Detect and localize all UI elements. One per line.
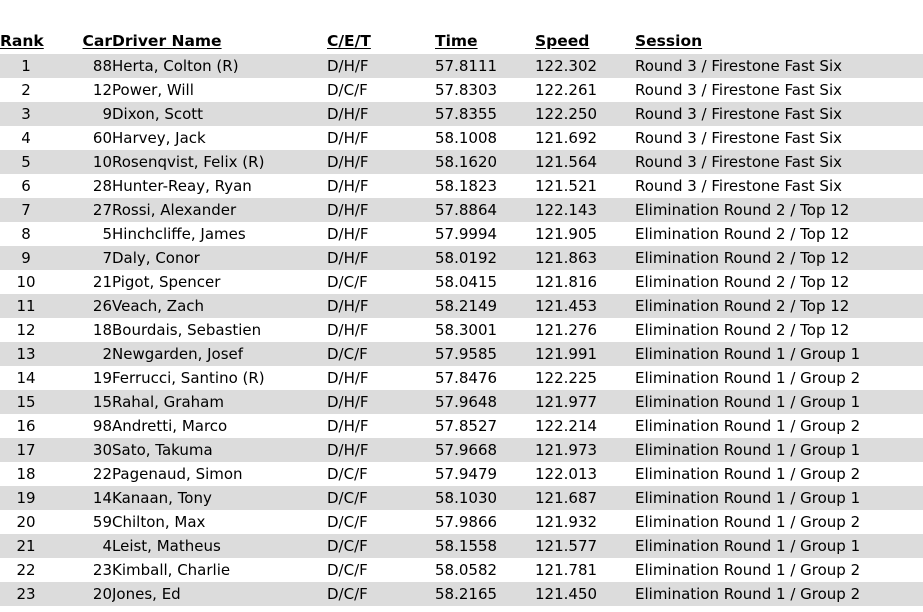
cell-session: Round 3 / Firestone Fast Six (635, 126, 923, 150)
table-row (0, 534, 923, 558)
cell-session: Elimination Round 2 / Top 12 (635, 318, 923, 342)
cell-driver-name: Power, Will (112, 78, 327, 102)
cell-cet: D/H/F (327, 390, 435, 414)
cell-session: Elimination Round 2 / Top 12 (635, 294, 923, 318)
table-row (0, 414, 923, 438)
cell-cet: D/H/F (327, 438, 435, 462)
cell-speed: 122.143 (535, 198, 635, 222)
table-row (0, 318, 923, 342)
table-row (0, 342, 923, 366)
cell-driver-name: Ferrucci, Santino (R) (112, 366, 327, 390)
cell-car: 19 (52, 366, 112, 390)
cell-car: 9 (52, 102, 112, 126)
cell-cet: D/C/F (327, 486, 435, 510)
table-row (0, 510, 923, 534)
cell-cet: D/C/F (327, 342, 435, 366)
cell-cet: D/C/F (327, 510, 435, 534)
cell-speed: 121.276 (535, 318, 635, 342)
column-header-session: Session (635, 32, 703, 50)
table-row (0, 222, 923, 246)
cell-driver-name: Chilton, Max (112, 510, 327, 534)
cell-driver-name: Rahal, Graham (112, 390, 327, 414)
cell-time: 58.1823 (435, 174, 535, 198)
cell-rank: 21 (0, 534, 52, 558)
cell-car: 4 (52, 534, 112, 558)
cell-time: 57.8303 (435, 78, 535, 102)
table-row (0, 126, 923, 150)
cell-rank: 16 (0, 414, 52, 438)
cell-speed: 121.577 (535, 534, 635, 558)
cell-car: 98 (52, 414, 112, 438)
table-row (0, 54, 923, 78)
cell-cet: D/C/F (327, 78, 435, 102)
cell-driver-name: Veach, Zach (112, 294, 327, 318)
cell-driver-name: Pagenaud, Simon (112, 462, 327, 486)
table-row (0, 294, 923, 318)
cell-rank: 3 (0, 102, 52, 126)
cell-session: Elimination Round 1 / Group 1 (635, 390, 923, 414)
cell-speed: 122.250 (535, 102, 635, 126)
cell-speed: 122.214 (535, 414, 635, 438)
cell-car: 15 (52, 390, 112, 414)
cell-time: 57.8527 (435, 414, 535, 438)
cell-driver-name: Sato, Takuma (112, 438, 327, 462)
cell-time: 58.1030 (435, 486, 535, 510)
column-header-speed: Speed (535, 32, 590, 50)
cell-car: 26 (52, 294, 112, 318)
cell-session: Elimination Round 1 / Group 2 (635, 510, 923, 534)
cell-rank: 2 (0, 78, 52, 102)
cell-session: Round 3 / Firestone Fast Six (635, 150, 923, 174)
cell-cet: D/H/F (327, 174, 435, 198)
cell-session: Elimination Round 2 / Top 12 (635, 270, 923, 294)
cell-time: 57.9668 (435, 438, 535, 462)
cell-session: Elimination Round 1 / Group 1 (635, 486, 923, 510)
cell-driver-name: Kanaan, Tony (112, 486, 327, 510)
cell-car: 88 (52, 54, 112, 78)
cell-rank: 17 (0, 438, 52, 462)
cell-speed: 121.692 (535, 126, 635, 150)
cell-speed: 121.977 (535, 390, 635, 414)
cell-speed: 121.450 (535, 582, 635, 606)
cell-rank: 13 (0, 342, 52, 366)
table-row (0, 558, 923, 582)
cell-car: 2 (52, 342, 112, 366)
cell-car: 7 (52, 246, 112, 270)
cell-car: 21 (52, 270, 112, 294)
cell-rank: 18 (0, 462, 52, 486)
cell-car: 30 (52, 438, 112, 462)
cell-driver-name: Andretti, Marco (112, 414, 327, 438)
table-row (0, 462, 923, 486)
cell-time: 58.1558 (435, 534, 535, 558)
cell-cet: D/H/F (327, 414, 435, 438)
column-header-time: Time (435, 32, 478, 50)
table-row (0, 270, 923, 294)
cell-cet: D/H/F (327, 294, 435, 318)
cell-time: 57.9479 (435, 462, 535, 486)
cell-speed: 121.863 (535, 246, 635, 270)
table-row (0, 366, 923, 390)
cell-rank: 5 (0, 150, 52, 174)
cell-time: 58.1008 (435, 126, 535, 150)
cell-car: 22 (52, 462, 112, 486)
cell-cet: D/H/F (327, 366, 435, 390)
table-row (0, 438, 923, 462)
cell-rank: 4 (0, 126, 52, 150)
cell-time: 58.3001 (435, 318, 535, 342)
cell-car: 14 (52, 486, 112, 510)
cell-session: Elimination Round 2 / Top 12 (635, 222, 923, 246)
cell-time: 57.8111 (435, 54, 535, 78)
cell-session: Elimination Round 1 / Group 2 (635, 582, 923, 606)
qualifying-results-table (0, 28, 923, 606)
cell-time: 58.2149 (435, 294, 535, 318)
table-row (0, 582, 923, 606)
cell-driver-name: Rossi, Alexander (112, 198, 327, 222)
cell-rank: 1 (0, 54, 52, 78)
cell-rank: 20 (0, 510, 52, 534)
cell-session: Elimination Round 2 / Top 12 (635, 246, 923, 270)
cell-speed: 121.905 (535, 222, 635, 246)
cell-session: Round 3 / Firestone Fast Six (635, 102, 923, 126)
header-row (0, 28, 923, 54)
cell-rank: 22 (0, 558, 52, 582)
cell-driver-name: Jones, Ed (112, 582, 327, 606)
cell-session: Round 3 / Firestone Fast Six (635, 174, 923, 198)
cell-time: 58.0582 (435, 558, 535, 582)
table-row (0, 150, 923, 174)
cell-rank: 9 (0, 246, 52, 270)
cell-car: 20 (52, 582, 112, 606)
cell-speed: 122.013 (535, 462, 635, 486)
cell-cet: D/C/F (327, 270, 435, 294)
cell-driver-name: Kimball, Charlie (112, 558, 327, 582)
cell-cet: D/H/F (327, 102, 435, 126)
cell-cet: D/C/F (327, 558, 435, 582)
table-row (0, 198, 923, 222)
column-header-driver-name: Driver Name (112, 32, 222, 50)
cell-cet: D/H/F (327, 54, 435, 78)
cell-session: Elimination Round 1 / Group 2 (635, 462, 923, 486)
cell-time: 57.9648 (435, 390, 535, 414)
cell-car: 27 (52, 198, 112, 222)
cell-rank: 14 (0, 366, 52, 390)
cell-rank: 7 (0, 198, 52, 222)
cell-cet: D/H/F (327, 150, 435, 174)
cell-cet: D/C/F (327, 462, 435, 486)
cell-time: 58.1620 (435, 150, 535, 174)
cell-rank: 19 (0, 486, 52, 510)
column-header-car: Car (82, 32, 112, 50)
cell-session: Round 3 / Firestone Fast Six (635, 78, 923, 102)
cell-driver-name: Herta, Colton (R) (112, 54, 327, 78)
cell-time: 58.2165 (435, 582, 535, 606)
cell-cet: D/C/F (327, 582, 435, 606)
cell-speed: 121.521 (535, 174, 635, 198)
cell-car: 10 (52, 150, 112, 174)
cell-session: Elimination Round 2 / Top 12 (635, 198, 923, 222)
cell-session: Elimination Round 1 / Group 1 (635, 438, 923, 462)
cell-driver-name: Rosenqvist, Felix (R) (112, 150, 327, 174)
cell-cet: D/H/F (327, 126, 435, 150)
cell-cet: D/C/F (327, 534, 435, 558)
cell-time: 57.9994 (435, 222, 535, 246)
cell-speed: 121.687 (535, 486, 635, 510)
cell-session: Elimination Round 1 / Group 2 (635, 414, 923, 438)
cell-car: 59 (52, 510, 112, 534)
cell-time: 57.8355 (435, 102, 535, 126)
table-row (0, 486, 923, 510)
column-header-rank: Rank (0, 32, 44, 50)
table-row (0, 174, 923, 198)
cell-driver-name: Daly, Conor (112, 246, 327, 270)
cell-speed: 121.453 (535, 294, 635, 318)
table-row (0, 78, 923, 102)
table-row (0, 246, 923, 270)
cell-car: 18 (52, 318, 112, 342)
cell-speed: 122.261 (535, 78, 635, 102)
cell-driver-name: Dixon, Scott (112, 102, 327, 126)
cell-rank: 10 (0, 270, 52, 294)
cell-time: 58.0415 (435, 270, 535, 294)
cell-rank: 15 (0, 390, 52, 414)
cell-cet: D/H/F (327, 246, 435, 270)
cell-session: Elimination Round 1 / Group 2 (635, 558, 923, 582)
cell-session: Elimination Round 1 / Group 2 (635, 366, 923, 390)
cell-cet: D/H/F (327, 198, 435, 222)
cell-rank: 12 (0, 318, 52, 342)
cell-car: 28 (52, 174, 112, 198)
cell-time: 57.9585 (435, 342, 535, 366)
cell-time: 57.8864 (435, 198, 535, 222)
cell-driver-name: Hinchcliffe, James (112, 222, 327, 246)
cell-rank: 6 (0, 174, 52, 198)
cell-car: 5 (52, 222, 112, 246)
cell-driver-name: Leist, Matheus (112, 534, 327, 558)
cell-driver-name: Newgarden, Josef (112, 342, 327, 366)
results-body (0, 54, 923, 606)
cell-speed: 121.973 (535, 438, 635, 462)
cell-time: 57.9866 (435, 510, 535, 534)
cell-time: 58.0192 (435, 246, 535, 270)
cell-rank: 11 (0, 294, 52, 318)
cell-car: 60 (52, 126, 112, 150)
table-row (0, 102, 923, 126)
cell-rank: 8 (0, 222, 52, 246)
cell-speed: 122.225 (535, 366, 635, 390)
cell-cet: D/H/F (327, 222, 435, 246)
cell-rank: 23 (0, 582, 52, 606)
cell-driver-name: Hunter-Reay, Ryan (112, 174, 327, 198)
cell-speed: 122.302 (535, 54, 635, 78)
cell-session: Round 3 / Firestone Fast Six (635, 54, 923, 78)
table-row (0, 390, 923, 414)
cell-driver-name: Pigot, Spencer (112, 270, 327, 294)
cell-session: Elimination Round 1 / Group 1 (635, 534, 923, 558)
cell-time: 57.8476 (435, 366, 535, 390)
cell-speed: 121.564 (535, 150, 635, 174)
cell-session: Elimination Round 1 / Group 1 (635, 342, 923, 366)
cell-speed: 121.781 (535, 558, 635, 582)
cell-driver-name: Harvey, Jack (112, 126, 327, 150)
cell-car: 12 (52, 78, 112, 102)
cell-speed: 121.816 (535, 270, 635, 294)
column-header-cet: C/E/T (327, 32, 371, 50)
cell-driver-name: Bourdais, Sebastien (112, 318, 327, 342)
cell-speed: 121.932 (535, 510, 635, 534)
cell-car: 23 (52, 558, 112, 582)
cell-speed: 121.991 (535, 342, 635, 366)
cell-cet: D/H/F (327, 318, 435, 342)
